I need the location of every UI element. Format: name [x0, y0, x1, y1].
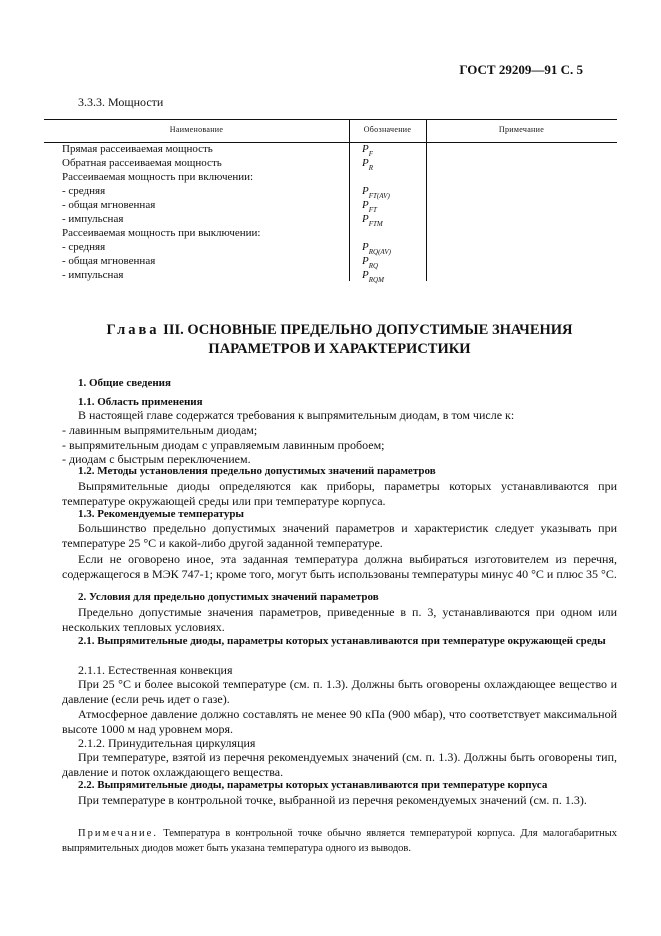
chapter-title-line1: III. ОСНОВНЫЕ ПРЕДЕЛЬНО ДОПУСТИМЫЕ ЗНАЧЕНИЯ: [163, 322, 573, 338]
subsection-heading: 2.1.2. Принудительная циркуляция: [78, 736, 256, 750]
section-heading: 2. Условия для предельно допустимых значений параметров: [78, 591, 379, 603]
table-cell-name: Обратная рассеиваемая мощность: [62, 157, 222, 169]
note-label: Примечание.: [78, 828, 158, 839]
table-cell-symbol: $P_{RQ}$: [362, 255, 379, 270]
table-top-rule: [44, 119, 617, 120]
subsection-heading: 1.2. Методы установления предельно допустимых значений параметров: [78, 465, 436, 477]
table-cell-symbol: $P_{FT}$: [362, 199, 377, 214]
paragraph: Предельно допустимые значения параметров, приведенные в п. 3, устанавливаются при одном или нескольких тепловых условиях.: [62, 605, 617, 634]
table-cell-name: - импульсная: [62, 213, 124, 225]
column-divider: [426, 119, 427, 281]
chapter-title: [62, 322, 617, 339]
paragraph: В настоящей главе содержатся требования к выпрямительным диодам, в том числе к:: [78, 408, 515, 422]
table-cell-name: Рассеиваемая мощность при включении:: [62, 171, 254, 183]
list-item: - лавинным выпрямительным диодам;: [62, 423, 258, 437]
subsection-heading: 2.1.1. Естественная конвекция: [78, 663, 233, 677]
column-divider: [349, 119, 350, 281]
table-cell-name: Прямая рассеиваемая мощность: [62, 143, 213, 155]
table-cell-name: Рассеиваемая мощность при выключении:: [62, 227, 261, 239]
page-header: ГОСТ 29209—91 С. 5: [459, 62, 583, 77]
table-cell-symbol: $P_{FTM}$: [362, 213, 383, 228]
table-cell-symbol: $P_{RQM}$: [362, 269, 384, 284]
subsection-heading: 1.3. Рекомендуемые температуры: [78, 508, 245, 520]
column-header-note: Примечание: [498, 125, 545, 134]
list-item: - диодам с быстрым переключением.: [62, 452, 251, 466]
paragraph: Если не оговорено иное, эта заданная температура должна выбираться изготовителем из перечня, содержащегося в МЭК 747-1; кроме того, могут быть использованы температуры минус 40 °С и плюс 35 °С.: [62, 552, 617, 581]
subsection-heading: 2.1. Выпрямительные диоды, параметры которых устанавливаются при температуре окружающей среды: [78, 635, 606, 647]
note-text: Температура в контрольной точке обычно является температурой корпуса. Для малогабаритных выпрямительных диодов может быть указана температура одного из выводов.: [62, 828, 617, 854]
paragraph: При 25 °С и более высокой температуре (см. п. 1.3). Должны быть оговорены охлаждающее вещество и давление (если речь идет о газе).: [62, 677, 617, 706]
paragraph: Атмосферное давление должно составлять не менее 90 кПа (900 мбар), что соответствует максимальной высоте 1000 м над уровнем моря.: [62, 707, 617, 736]
chapter-prefix: Глава: [106, 322, 160, 338]
subsection-heading: 1.1. Область применения: [78, 396, 203, 408]
section-title-3-3-3: 3.3.3. Мощности: [78, 95, 164, 109]
column-header-name: Наименование: [169, 125, 224, 134]
table-cell-symbol: $P_F$: [362, 143, 374, 158]
paragraph: Большинство предельно допустимых значений параметров и характеристик следует указывать при температуре 25 °С и какой-либо другой заданной температуре.: [62, 521, 617, 550]
table-cell-symbol: $P_{FT(AV)}$: [362, 185, 390, 200]
table-cell-name: - средняя: [62, 241, 106, 253]
chapter-title-line2: ПАРАМЕТРОВ И ХАРАКТЕРИСТИКИ: [208, 341, 471, 357]
table-cell-name: - общая мгновенная: [62, 199, 156, 211]
column-header-symbol: Обозначение: [363, 125, 412, 134]
table-cell-symbol: $P_R$: [362, 157, 374, 172]
paragraph: Выпрямительные диоды определяются как приборы, параметры которых устанавливаются при температуре окружающей среды или при температуре корпуса.: [62, 479, 617, 508]
note: [62, 826, 617, 856]
list-item: - выпрямительным диодам с управляемым лавинным пробоем;: [62, 438, 385, 452]
table-cell-symbol: $P_{RQ(AV)}$: [362, 241, 391, 256]
paragraph: При температуре в контрольной точке, выбранной из перечня рекомендуемых значений (см. п. 1.3).: [78, 793, 587, 807]
table-cell-name: - средняя: [62, 185, 106, 197]
section-heading: 1. Общие сведения: [78, 377, 171, 389]
subsection-heading: 2.2. Выпрямительные диоды, параметры которых устанавливаются при температуре корпуса: [78, 779, 548, 791]
table-cell-name: - общая мгновенная: [62, 255, 156, 267]
paragraph: При температуре, взятой из перечня рекомендуемых значений (см. п. 1.3). Должны быть оговорены тип, давление и поток охлаждающего вещества.: [62, 750, 617, 779]
table-cell-name: - импульсная: [62, 269, 124, 281]
